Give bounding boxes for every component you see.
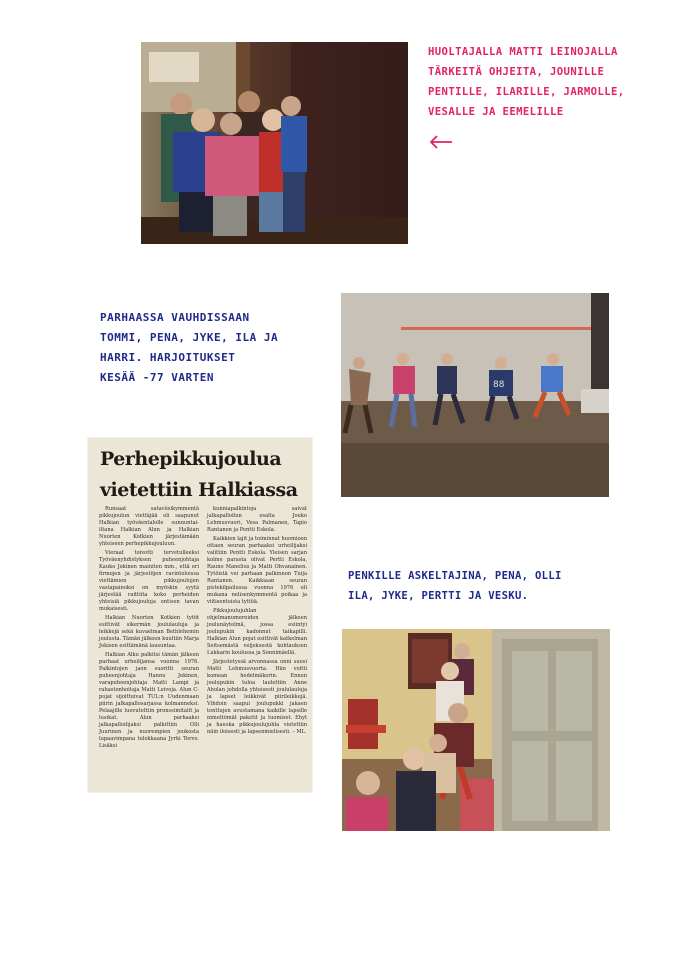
caption-line: PARHAASSA VAUHDISSAAN bbox=[100, 311, 250, 324]
caption-line: PENKILLE ASKELTAJINA, PENA, OLLI bbox=[348, 570, 562, 582]
article-paragraph: Vieraat toivotti tervetulleeksi Työväenyhdistyksen puheenjohtaja Kauko Jokinen mainiten mm., että eri firmojen ja järjestöjen ravintoloissa viettämien pikkujoulujen vastapainoksi on myöskin syytä järjestää raittiita koko perheiden yhteisiä pikkujouluja entisen tavan mukaisesti. bbox=[99, 550, 199, 612]
svg-text:88: 88 bbox=[493, 380, 505, 390]
photo-bench-stepping bbox=[342, 629, 610, 831]
article-paragraph: Halkian Alku palkitsi tämän jälkeen parhaat urheilijansa vuonna 1976. Palkintojen jaon suoritti seuran puheenjohtaja Hannu Jokinen, varapuheenjohtaja Matti Lampi ja rahastonhoitaja Matti Leivoja. Alun C-pojat sijoittuivat TUL:n Uudenmaan piirin jalkapallosarjassa kolmanneksi. Pelaajille luovutettiin pronssimitalit ja lusikat. Alun parhaaksi jalkapalloilijaksi palkittiin Olli Juurinen ja nuorempien joukosta lupaavimpana tulokkaana Jyrki Tervo. Lisäksi bbox=[99, 652, 199, 749]
newspaper-clipping bbox=[88, 438, 312, 792]
caption-line: TOMMI, PENA, JYKE, ILA JA bbox=[100, 331, 279, 344]
caption-line: ILA, JYKE, PERTTI JA VESKU. bbox=[348, 590, 529, 602]
article-column-left bbox=[99, 506, 199, 752]
caption-training-running bbox=[100, 308, 330, 388]
caption-line: PENTILLE, ILARILLE, JARMOLLE, bbox=[428, 86, 625, 98]
article-paragraph: Kaikkien lajit ja toiminnat huomioon ottaen seuran parhaaksi urheilijaksi valittiin Pentti Eskola. Yleisen sarjan kolme parasta olivat Pertti Eskola, Rauno Manelius ja Matti Ohvanainen. Tytöistä vei parhaan palkinnon Tuija Rantanen. Kaikkiaan seuran pistekilpailussa vuonna 1976 oli mukana nelisenkymmentä poikaa ja viitisentoista tyttöä. bbox=[207, 536, 307, 605]
article-paragraph: Halkian Nuorten Kotkien tytöt esittivät sikermän joululauluja ja leikkejä sekä kuvaelman Bethlehemin joulusta. Tämän jälkeen kuultiin Marja Jokisen esittämänä lausuntaa. bbox=[99, 615, 199, 649]
caption-line: TÄRKEITÄ OHJEITA, JOUNILLE bbox=[428, 66, 605, 78]
caption-coach-instructions bbox=[428, 42, 678, 122]
caption-line: HARRI. HARJOITUKSET bbox=[100, 351, 236, 364]
article-paragraph: Runsaat satavi̇isikymmentä pikkujoulun viettäjää oli saapunut Halkian työväentalolle sunnuntai-iltana Halkian Alun ja Halkian Nuorten Kotkien järjestämään yhteiseen perhepikkujouluun. bbox=[99, 506, 199, 547]
photo-running-gym bbox=[341, 293, 609, 497]
headline-line-1: Perhepikkujoulua bbox=[100, 448, 282, 470]
caption-line: HUOLTAJALLA MATTI LEINOJALLA bbox=[428, 46, 618, 58]
clipping-headline bbox=[100, 444, 305, 506]
photo-coach-huddle bbox=[141, 42, 408, 244]
arrow-left-icon bbox=[428, 134, 454, 150]
article-paragraph: kunniapalkintoja saivat jalkapalloilun osalta Jouko Lehmusvuori, Vesa Palmanen, Tapio Rantanen ja Pentti Eskola. bbox=[207, 506, 307, 533]
headline-line-2: vietettiin Halkiassa bbox=[100, 479, 298, 501]
article-column-right bbox=[207, 506, 307, 738]
caption-bench-steppers bbox=[348, 566, 668, 606]
article-paragraph: Järjestetyssä arvonnassa onni suosi Matti Lehmusvuorta. Hän voitti komean hedelmäkorin. Ennen joulupukin tuloa laulettiin Anne Aholan johdolla yhteisesti joululauluja ja lapset leikkivät piirileikkejä. Vihdoin saapui joulupukki jakaen tonttujen avustamana kaikille lapsille nimettömät paketit ja tuomiset. Ehyt ja hauska pikkujoulujuhla vietettiin näin iloisesti ja lapsenmielisesti. – ML. bbox=[207, 659, 307, 735]
caption-line: VESALLE JA EEMELILLE bbox=[428, 106, 564, 118]
caption-line: KESÄÄ -77 VARTEN bbox=[100, 371, 214, 384]
article-paragraph: Pikkujoulujuhlan ohjelmanumeroiden jälkeen joulunäytelmä, jossa esiintyi joulupukin kadonnut taikapilli. Halkian Alun pojat esittivät katkelman Seitsemästä veljeksestä kohtauksen Lukkarin koulussa ja Sonnimäellä. bbox=[207, 608, 307, 656]
